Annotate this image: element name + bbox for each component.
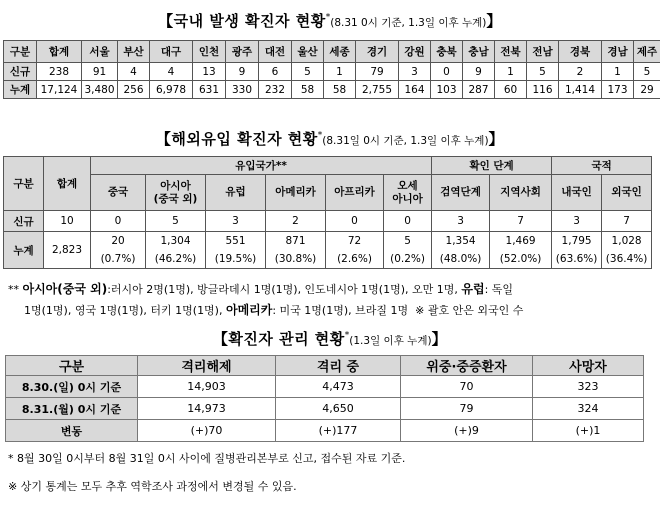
domestic-cell: 5	[292, 63, 324, 81]
domestic-header-cell: 서울	[82, 41, 118, 63]
domestic-cell: 4	[118, 63, 150, 81]
overseas-cell: 1,304	[146, 232, 206, 251]
management-cell: (+)70	[138, 420, 276, 442]
overseas-col-total: 합계	[44, 157, 91, 211]
management-header-cell: 사망자	[533, 356, 644, 376]
overseas-row-label: 신규	[4, 211, 44, 232]
overseas-row-new	[4, 211, 652, 232]
overseas-group-nation: 국적	[552, 157, 652, 175]
domestic-cell: 2,755	[356, 81, 399, 99]
management-cell: 14,973	[138, 398, 276, 420]
overseas-cell: 0	[91, 211, 146, 232]
overseas-cell: 0	[326, 211, 384, 232]
management-cell: 4,473	[276, 376, 401, 398]
management-header-cell: 구분	[6, 356, 138, 376]
overseas-row-cumulative	[4, 232, 652, 251]
overseas-cell: 1,469	[490, 232, 552, 251]
overseas-col-gubun: 구분	[4, 157, 44, 211]
overseas-row-label: 누계	[4, 232, 44, 269]
management-cell: 70	[401, 376, 533, 398]
overseas-percent-cell: (52.0%)	[490, 250, 552, 269]
domestic-cell: 256	[118, 81, 150, 99]
domestic-header-cell: 경남	[602, 41, 634, 63]
domestic-cell: 0	[431, 63, 463, 81]
overseas-subheader-cell: 아메리카	[266, 175, 326, 211]
domestic-cell: 3,480	[82, 81, 118, 99]
domestic-cell: 58	[324, 81, 356, 99]
management-cell: 79	[401, 398, 533, 420]
overseas-cell: 2	[266, 211, 326, 232]
domestic-cell: 1	[324, 63, 356, 81]
domestic-row-label: 신규	[4, 63, 37, 81]
domestic-header-cell: 강원	[399, 41, 431, 63]
management-row-label: 변동	[6, 420, 138, 442]
domestic-header-cell: 전북	[495, 41, 527, 63]
overseas-cell: 3	[432, 211, 490, 232]
overseas-percent-cell: (46.2%)	[146, 250, 206, 269]
overseas-cell: 5	[384, 232, 432, 251]
domestic-cell: 2	[559, 63, 602, 81]
overseas-subheader-cell: 유럽	[206, 175, 266, 211]
domestic-header-cell: 울산	[292, 41, 324, 63]
domestic-cell: 164	[399, 81, 431, 99]
overseas-subheader-row	[4, 175, 652, 211]
overseas-subheader-cell: 외국인	[602, 175, 652, 211]
overseas-cell: 7	[490, 211, 552, 232]
domestic-cell: 4	[150, 63, 193, 81]
domestic-cell: 91	[82, 63, 118, 81]
domestic-header-cell: 전남	[527, 41, 559, 63]
domestic-cell: 330	[226, 81, 259, 99]
overseas-subheader-cell: 아시아 (중국 외)	[146, 175, 206, 211]
management-cell: 324	[533, 398, 644, 420]
management-table	[5, 355, 644, 442]
overseas-subheader-cell: 검역단계	[432, 175, 490, 211]
overseas-percent-cell: (63.6%)	[552, 250, 602, 269]
domestic-cell: 13	[193, 63, 226, 81]
overseas-footnote-line1: ** 아시아(중국 외):러시아 2명(1명), 방글라데시 1명(1명), 인도네시아 1명(1명), 오만 1명, 유럽: 독일	[8, 282, 514, 296]
domestic-cell: 5	[634, 63, 660, 81]
overseas-percent-cell: (0.2%)	[384, 250, 432, 269]
domestic-cell: 3	[399, 63, 431, 81]
overseas-cell: 20	[91, 232, 146, 251]
domestic-cell: 116	[527, 81, 559, 99]
overseas-percent-cell: (30.8%)	[266, 250, 326, 269]
note-source: * 8월 30일 0시부터 8월 31일 0시 사이에 질병관리본부로 신고, 접수된 자료 기준.	[8, 452, 406, 465]
overseas-subheader-cell: 중국	[91, 175, 146, 211]
domestic-cell: 6,978	[150, 81, 193, 99]
overseas-subheader-cell: 아프리카	[326, 175, 384, 211]
overseas-percent-cell: (48.0%)	[432, 250, 490, 269]
overseas-group-confirm: 확인 단계	[432, 157, 552, 175]
overseas-row-cumulative-percent	[4, 250, 652, 269]
domestic-row-cumulative	[4, 81, 660, 99]
overseas-cell: 551	[206, 232, 266, 251]
domestic-header-cell: 구분	[4, 41, 37, 63]
domestic-cell: 173	[602, 81, 634, 99]
overseas-cell: 871	[266, 232, 326, 251]
overseas-footnote-line2: 1명(1명), 영국 1명(1명), 터키 1명(1명), 아메리카: 미국 1명(1명), 브라질 1명 ※ 괄호 안은 외국인 수	[24, 303, 524, 317]
overseas-cell: 1,354	[432, 232, 490, 251]
overseas-cell: 3	[206, 211, 266, 232]
management-cell: (+)1	[533, 420, 644, 442]
domestic-header-cell: 대전	[259, 41, 292, 63]
overseas-subheader-cell: 오세 아니아	[384, 175, 432, 211]
overseas-cell: 3	[552, 211, 602, 232]
management-row-label: 8.30.(일) 0시 기준	[6, 376, 138, 398]
management-cell: 4,650	[276, 398, 401, 420]
domestic-cell: 1	[602, 63, 634, 81]
overseas-cell: 5	[146, 211, 206, 232]
overseas-cell: 1,028	[602, 232, 652, 251]
overseas-title: 【해외유입 확진자 현황*(8.31일 0시 기준, 1.3일 이후 누계)】	[155, 130, 505, 148]
overseas-total-cell: 2,823	[44, 232, 91, 269]
management-row	[6, 376, 644, 398]
domestic-header-cell: 부산	[118, 41, 150, 63]
management-header-cell: 위중·중증환자	[401, 356, 533, 376]
overseas-cell: 1,795	[552, 232, 602, 251]
overseas-cell: 7	[602, 211, 652, 232]
management-row-label: 8.31.(월) 0시 기준	[6, 398, 138, 420]
domestic-cell: 631	[193, 81, 226, 99]
domestic-header-cell: 충북	[431, 41, 463, 63]
management-cell: 323	[533, 376, 644, 398]
domestic-cell: 29	[634, 81, 660, 99]
domestic-row-label: 누계	[4, 81, 37, 99]
domestic-title: 【국내 발생 확진자 현황*(8.31 0시 기준, 1.3일 이후 누계)】	[158, 12, 502, 30]
domestic-cell: 103	[431, 81, 463, 99]
overseas-table	[3, 156, 652, 269]
overseas-subheader-cell: 내국인	[552, 175, 602, 211]
management-cell: (+)177	[276, 420, 401, 442]
domestic-cell: 9	[463, 63, 495, 81]
domestic-cell: 6	[259, 63, 292, 81]
management-header-cell: 격리 중	[276, 356, 401, 376]
overseas-cell: 72	[326, 232, 384, 251]
overseas-percent-cell: (0.7%)	[91, 250, 146, 269]
domestic-cell: 232	[259, 81, 292, 99]
domestic-cell: 17,124	[37, 81, 82, 99]
management-row	[6, 420, 644, 442]
overseas-percent-cell: (19.5%)	[206, 250, 266, 269]
note-disclaimer: ※ 상기 통계는 모두 추후 역학조사 과정에서 변경될 수 있음.	[8, 480, 297, 493]
management-cell: (+)9	[401, 420, 533, 442]
domestic-row-new	[4, 63, 660, 81]
domestic-cell: 79	[356, 63, 399, 81]
domestic-header-cell: 광주	[226, 41, 259, 63]
domestic-header-cell: 충남	[463, 41, 495, 63]
overseas-cell: 0	[384, 211, 432, 232]
domestic-cell: 9	[226, 63, 259, 81]
domestic-cell: 287	[463, 81, 495, 99]
overseas-percent-cell: (36.4%)	[602, 250, 652, 269]
domestic-header-cell: 경북	[559, 41, 602, 63]
domestic-cell: 1,414	[559, 81, 602, 99]
domestic-header-cell: 제주	[634, 41, 660, 63]
overseas-group-origin: 유입국가**	[91, 157, 432, 175]
management-cell: 14,903	[138, 376, 276, 398]
management-title: 【확진자 관리 현황*(1.3일 이후 누계)】	[212, 330, 448, 348]
management-header-row	[6, 356, 644, 376]
domestic-header-cell: 인천	[193, 41, 226, 63]
domestic-header-cell: 대구	[150, 41, 193, 63]
management-row	[6, 398, 644, 420]
management-header-cell: 격리해제	[138, 356, 276, 376]
domestic-cell: 60	[495, 81, 527, 99]
overseas-total-cell: 10	[44, 211, 91, 232]
domestic-header-cell: 경기	[356, 41, 399, 63]
overseas-subheader-cell: 지역사회	[490, 175, 552, 211]
domestic-cell: 58	[292, 81, 324, 99]
domestic-cell: 238	[37, 63, 82, 81]
domestic-header-row	[4, 41, 660, 63]
overseas-percent-cell: (2.6%)	[326, 250, 384, 269]
domestic-header-cell: 합계	[37, 41, 82, 63]
domestic-header-cell: 세종	[324, 41, 356, 63]
domestic-cell: 1	[495, 63, 527, 81]
domestic-table	[3, 40, 660, 99]
domestic-cell: 5	[527, 63, 559, 81]
